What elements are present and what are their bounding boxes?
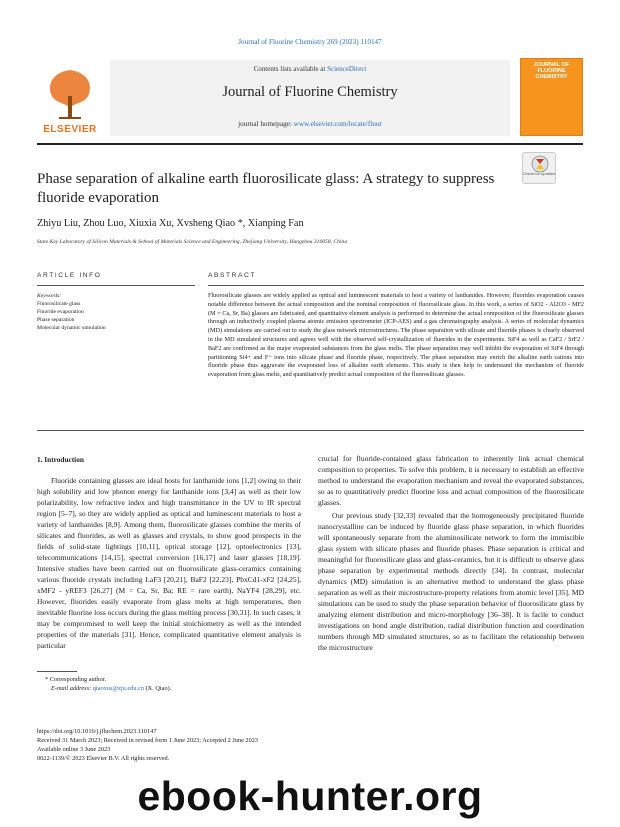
doi-link[interactable]: https://doi.org/10.1016/j.jfluchem.2023.110147 (37, 728, 157, 735)
received-dates: Received 31 March 2023; Received in revised form 1 June 2023; Accepted 2 June 2023 (37, 737, 259, 744)
abstract-heading: ABSTRACT (208, 272, 256, 279)
check-for-updates-label: Check for updates (522, 171, 556, 176)
corresponding-author-note: * Corresponding author. (45, 676, 107, 683)
article-title: Phase separation of alkaline earth fluorosilicate glass: A strategy to suppress fluoride evaporation (37, 171, 495, 206)
journal-name: Journal of Fluorine Chemistry (222, 84, 398, 100)
contents-line (110, 65, 510, 73)
elsevier-tree-logo (37, 62, 103, 132)
check-for-updates-badge[interactable] (522, 152, 556, 184)
abstract-bottom-rule (37, 430, 584, 431)
available-online: Available online 3 June 2023 (37, 746, 111, 753)
watermark-text: ebook-hunter.org (137, 773, 483, 819)
keywords-label: Keywords: (37, 293, 62, 299)
intro-right-paragraph-2: Our previous study [32,33] revealed that the homogeneously precipitated fluoride nanocrystalline can be induced by fluoride glass phase separation, in which fluorides will spontaneously separate from the aluminosilicate network to form the immiscible glass system with silicate phases and fluoride phases. Phase separation is critical and meaningful for fluorosilicate glass and glass-ceramics, but it is difficult to observe glass phase separation by experimental methods directly [34]. In contrast, molecular dynamics (MD) simulation is an alternative method to understand the glass phase separation as well as their microstructure-property relations from atomic level [35]. MD simulations can be used to study the phase separation behavior of fluorosilicate glass by analyzing element distribution and micro-morphology [36–38]. It is facile to conduct investigations on bond angle distribution, radial distribution function and coordination numbers through MD simulated structures, so as to facilitate the relationship between the microstructure (318, 511, 584, 652)
intro-right-column (318, 453, 584, 653)
keyword-item: Molecular dynamic simulation (37, 325, 106, 331)
footnote-rule (37, 671, 77, 672)
email-link[interactable]: qiaoxus@zju.edu.cn (92, 685, 145, 692)
homepage-link[interactable]: www.elsevier.com/locate/fluor (293, 120, 382, 128)
contents-prefix: Contents lists available at (253, 65, 328, 73)
publisher-name: ELSEVIER (43, 124, 97, 135)
copyright-line: 0022-1139/© 2023 Elsevier B.V. All rights reserved. (37, 755, 170, 762)
keyword-item: Fluoride evaporation (37, 309, 84, 315)
author-affiliation: State Key Laboratory of Silicon Materials & School of Materials Science and Engineering, Zhejiang University, Hangzhou 310058, China (37, 239, 348, 245)
email-label: E-mail address: (51, 685, 93, 692)
journal-cover-title: JOURNAL OF FLUORINE CHEMISTRY (533, 62, 570, 80)
homepage-line (110, 120, 510, 128)
keyword-item: Fluorosilicate glass (37, 301, 81, 307)
author-list: Zhiyu Liu, Zhou Luo, Xiuxia Xu, Xvsheng Qiao *, Xianping Fan (37, 218, 304, 229)
homepage-prefix: journal homepage: (238, 120, 294, 128)
intro-left-column: Fluoride containing glasses are ideal hosts for lanthanide ions [1,2] owing to their high solubility and low phonon energy for lanthanide ions [3,4] as well as their low polarizability, low refractive index and high transmittance in the UV to IR spectral region [5–7], so they are widely applied as optical and luminescent materials to host a variety of lanthanides [8,9]. Among them, fluorosilicate glasses combine the merits of silicates and fluorides, as well as glasses and crystals, to show good prospects in the fields of solid-state lightings [10,11], optical storage [12], optoelectronics [13], telecommunications [14,15], spectral conversion [16,17] and laser glasses [18,19]. Intensive studies have been carried out on fluorosilicate glass-ceramics containing various fluoride crystals including LaF3 [20,21], BaF2 [22,23], PbxCd1-xF2 [24,25], xMF2 - yREF3 [26,27] (M = Ca, Sr, Ba; RE = rare earth), NaYF4 [28,29], etc. However, fluorides easily evaporate from glass melts at high temperatures, then inevitable fluorine loss occurs during the glass melting process [30,31]. In such cases, it may be compromised to well keep the initial stoichiometry as well as the intended properties of the materials [31]. Hence, complicated quantitative element analysis is particular (37, 476, 301, 650)
header-rule (37, 143, 583, 145)
abstract-rule (208, 285, 584, 286)
journal-citation[interactable]: Journal of Fluorine Chemistry 269 (2023) 110147 (238, 38, 382, 46)
article-info-rule (37, 285, 195, 286)
intro-right-paragraph-1: crucial for fluoride-contained glass fabrication to inherently link actual chemical composition to properties. To solve this problem, it is necessary to establish an effective method to understand the evaporation mechanism and reveal the evaporated substances, so as to quantitatively predict fluorine loss and actual composition of the fluorosilicate glasses. (318, 454, 584, 507)
abstract-text: Fluorosilicate glasses are widely applied as optical and luminescent materials to host a variety of lanthanides. However, fluorides evaporation causes notable difference between the actual composition and the nominal composition of fluorosilicate glass. In this work, a series of SiO2 - Al2O3 - MF2 (M = Ca, Sr, Ba) glasses are fabricated, and quantitative element analysis is performed to determine the actual composition of the fluorosilicate glasses through an inductively coupled plasma atomic emission spectrometer (ICP-AES) and a gas chromatography analysis. A series of molecular dynamics (MD) simulations are carried out to study the glass network microstructures. The phase separation with silicate and fluoride phases is clearly observed in the MD simulated structures and agrees well with the observed self-crystallization of fluorides in the experiments. SiF4 as well as CaF2 / SrF2 / BaF2 are confirmed as the major evaporated substances from the glass melts. The phase separation may well inhibit the evaporation of SiF4 through partitioning Si4+ and F− ions into silicate phase and fluoride phase, respectively. The phase separation may enrich the alkaline earth cations into fluoride phase thus aggravate the evaporated loss of alkaline earth elements. This study is then help to understand the mechanism of fluoride evaporation from glass melts, and quantitatively predict actual composition of the fluorosilicate glasses. (208, 292, 584, 379)
keyword-item: Phase separation (37, 317, 75, 323)
sciencedirect-link[interactable]: ScienceDirect (327, 65, 367, 73)
email-suffix: (X. Qiao). (144, 685, 172, 692)
article-info-heading: ARTICLE INFO (37, 272, 102, 279)
email-line (51, 685, 171, 692)
introduction-heading: 1. Introduction (37, 455, 84, 464)
